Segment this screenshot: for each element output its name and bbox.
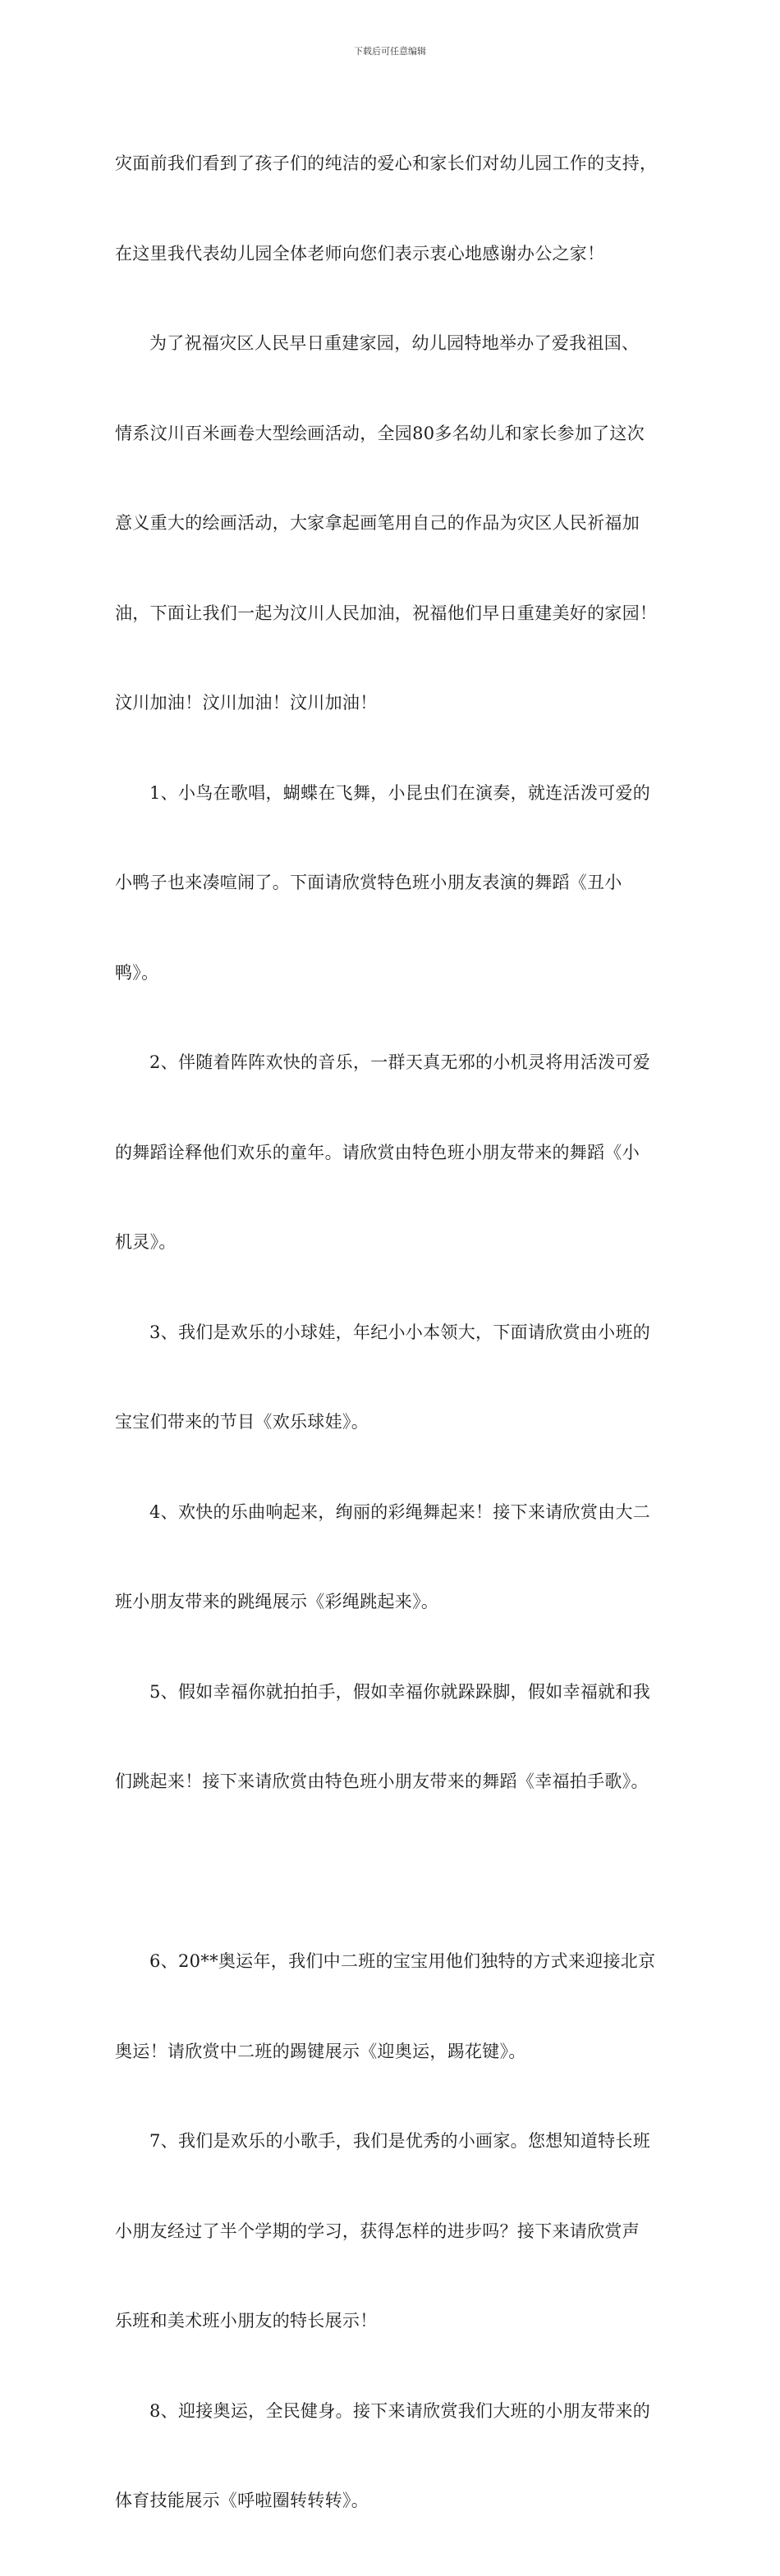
text-line: 汶川加油！汶川加油！汶川加油！: [115, 693, 378, 713]
text-line: 意义重大的绘画活动，大家拿起画笔用自己的作品为灾区人民祈福加: [115, 513, 640, 533]
text-line: 的舞蹈诠释他们欢乐的童年。请欣赏由特色班小朋友带来的舞蹈《小: [115, 1142, 640, 1162]
text-line: 奥运！请欣赏中二班的踢键展示《迎奥运，踢花键》。: [115, 2041, 526, 2061]
text-line: 情系汶川百米画卷大型绘画活动，全园80多名幼儿和家长参加了这次: [115, 423, 645, 443]
text-line: 为了祝福灾区人民早日重建家园，幼儿园特地举办了爱我祖国、: [149, 333, 640, 353]
text-line: 灾面前我们看到了孩子们的纯洁的爱心和家长们对幼儿园工作的支持，: [115, 154, 658, 173]
text-line: 乐班和美术班小朋友的特长展示！: [115, 2311, 378, 2331]
text-line: 班小朋友带来的跳绳展示《彩绳跳起来》。: [115, 1592, 439, 1611]
text-line: 6、20**奥运年，我们中二班的宝宝用他们独特的方式来迎接北京: [149, 1951, 656, 1971]
document-body: [115, 89, 667, 2576]
text-line: 5、假如幸福你就拍拍手，假如幸福你就跺跺脚，假如幸福就和我: [149, 1681, 651, 1702]
blank-line: [115, 1857, 667, 1887]
text-line: 体育技能展示《呼啦圈转转转》。: [115, 2491, 369, 2510]
text-line: 机灵》。: [115, 1232, 177, 1252]
text-line: 在这里我代表幼儿园全体老师向您们表示衷心地感谢办公之家！: [115, 243, 605, 264]
text-line: 8、迎接奥运，全民健身。接下来请欣赏我们大班的小朋友带来的: [149, 2400, 651, 2421]
text-line: 小鸭子也来凑喧闹了。下面请欣赏特色班小朋友表演的舞蹈《丑小: [115, 873, 622, 892]
body-text: [115, 89, 667, 2576]
text-line: 油，下面让我们一起为汶川人民加油，祝福他们早日重建美好的家园！: [115, 603, 658, 623]
text-line: 1、小鸟在歌唱，蝴蝶在飞舞，小昆虫们在演奏，就连活泼可爱的: [149, 782, 651, 803]
page-header: 下载后可任意编辑: [354, 46, 426, 57]
text-line: 2、伴随着阵阵欢快的音乐，一群天真无邪的小机灵将用活泼可爱: [149, 1052, 651, 1072]
text-line: 鸭》。: [115, 962, 159, 983]
text-line: 7、我们是欢乐的小歌手，我们是优秀的小画家。您想知道特长班: [149, 2131, 651, 2151]
text-line: 小朋友经过了半个学期的学习，获得怎样的进步吗？接下来请欣赏声: [115, 2221, 640, 2241]
text-line: 4、欢快的乐曲响起来，绚丽的彩绳舞起来！接下来请欣赏由大二: [149, 1501, 651, 1522]
text-line: 们跳起来！接下来请欣赏由特色班小朋友带来的舞蹈《幸福拍手歌》。: [115, 1772, 649, 1791]
text-line: 宝宝们带来的节目《欢乐球娃》。: [115, 1412, 369, 1432]
text-line: 3、我们是欢乐的小球娃，年纪小小本领大，下面请欣赏由小班的: [149, 1322, 651, 1342]
